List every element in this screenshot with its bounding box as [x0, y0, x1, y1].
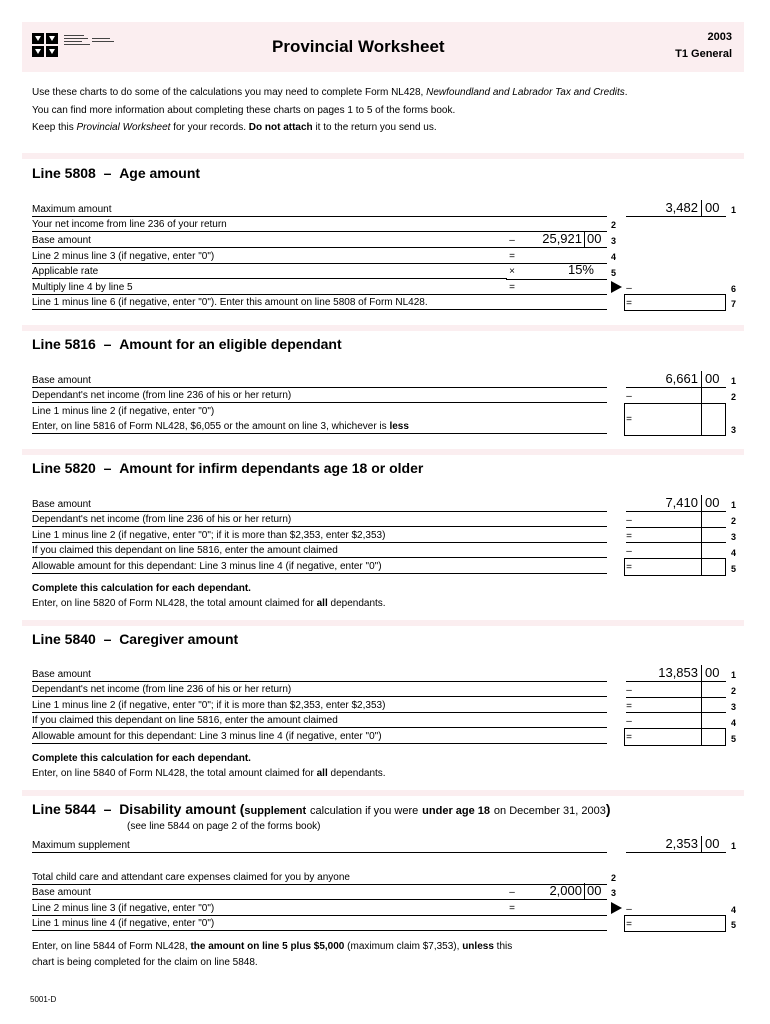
line-number: 2 — [731, 516, 737, 526]
row-5844-5: Line 1 minus line 4 (if negative, enter "0") — [32, 917, 607, 931]
equals-sign: = — [509, 282, 515, 293]
cents-5816-1: 00 — [705, 371, 720, 386]
row-5808-3: Base amount — [32, 234, 507, 248]
section-band — [22, 449, 744, 455]
section-band — [22, 790, 744, 796]
cents-5840-1: 00 — [705, 665, 720, 680]
row-5844-4: Line 2 minus line 3 (if negative, enter "0") — [32, 902, 507, 916]
row-5820-5: Allowable amount for this dependant: Line 3 minus line 4 (if negative, enter "0") — [32, 560, 607, 574]
canada-logo — [32, 33, 118, 61]
row-5840-2: Dependant's net income (from line 236 of his or her return) — [32, 683, 607, 697]
entry-line — [506, 915, 607, 916]
line-number: 1 — [731, 205, 737, 215]
amount-line — [626, 527, 726, 528]
row-5816-3b — [32, 420, 607, 434]
cents-5844-3: 00 — [587, 883, 602, 898]
cents-5808-3: 00 — [587, 231, 602, 246]
row-5820-1: Base amount — [32, 498, 607, 512]
minus-sign: – — [509, 887, 515, 898]
minus-sign: – — [626, 546, 632, 557]
line-number: 5 — [611, 268, 617, 278]
minus-sign: – — [509, 235, 515, 246]
row-5816-3a: Line 1 minus line 2 (if negative, enter "0") — [32, 406, 215, 417]
arrow-right-icon — [611, 281, 622, 293]
row-5808-7: Line 1 minus line 6 (if negative, enter "0"). Enter this amount on line 5808 of Form NL428. — [32, 296, 607, 310]
line-number: 6 — [731, 284, 737, 294]
result-box-5816[interactable] — [624, 403, 726, 436]
subline-5844: (see line 5844 on page 2 of the forms book) — [127, 821, 321, 832]
row-5844-2: Total child care and attendant care expenses claimed for you by anyone — [32, 871, 607, 885]
line-number: 2 — [731, 686, 737, 696]
line-number: 5 — [731, 734, 737, 744]
page-title: Provincial Worksheet — [272, 37, 445, 56]
section-band — [22, 620, 744, 626]
amount-line — [626, 681, 726, 682]
equals-sign: = — [626, 414, 632, 425]
cents-divider — [701, 403, 702, 436]
times-sign: × — [509, 266, 515, 277]
amount-5844-3: 2,000 — [549, 883, 582, 898]
cents-divider — [701, 371, 702, 388]
line-number: 1 — [731, 500, 737, 510]
arrow-right-icon — [611, 902, 622, 914]
line-number: 3 — [731, 532, 737, 542]
line-number: 4 — [731, 905, 737, 915]
row-text-bold: less — [389, 421, 409, 432]
amount-line — [626, 712, 726, 713]
cents-5820-1: 00 — [705, 495, 720, 510]
line-number: 3 — [731, 425, 737, 435]
form-code: 5001-D — [30, 995, 57, 1004]
line-number: 1 — [731, 841, 737, 851]
cents-divider — [701, 388, 702, 404]
line-number: 4 — [731, 548, 737, 558]
do-not-attach: Do not attach — [248, 122, 313, 133]
amount-line — [626, 697, 726, 698]
intro-text: Use these charts to do some of the calculations you may need to complete Form NL428, — [32, 87, 424, 98]
line-number: 2 — [611, 873, 617, 883]
entry-line — [506, 247, 607, 248]
row-5808-6: Multiply line 4 by line 5 — [32, 281, 507, 295]
intro-period: . — [624, 87, 628, 98]
equals-sign: = — [626, 732, 632, 743]
form-label: T1 General — [675, 48, 732, 60]
row-5816-1: Base amount — [32, 374, 607, 388]
equals-sign: = — [626, 919, 632, 930]
amount-5820-1: 7,410 — [665, 495, 698, 510]
line-number: 2 — [611, 220, 617, 230]
section-band — [22, 325, 744, 331]
line-number: 4 — [611, 252, 617, 262]
minus-sign: – — [626, 904, 632, 915]
amount-5840-1: 13,853 — [658, 665, 698, 680]
row-5808-4: Line 2 minus line 3 (if negative, enter "0") — [32, 250, 507, 264]
line-number: 7 — [731, 299, 737, 309]
row-5844-1: Maximum supplement — [32, 839, 607, 853]
row-5840-5: Allowable amount for this dependant: Line 3 minus line 4 (if negative, enter "0") — [32, 730, 607, 744]
line-number: 3 — [731, 702, 737, 712]
cents-5808-1: 00 — [705, 200, 720, 215]
line-number: 1 — [731, 376, 737, 386]
equals-sign: = — [509, 251, 515, 262]
row-5808-2: Your net income from line 236 of your return — [32, 218, 607, 232]
year-label: 2003 — [707, 31, 732, 43]
minus-sign: – — [626, 716, 632, 727]
entry-line — [506, 294, 607, 295]
note-5840-1: Complete this calculation for each dependant. — [32, 753, 251, 764]
equals-sign: = — [626, 562, 632, 573]
entry-line — [506, 279, 607, 280]
cents-divider — [701, 200, 702, 217]
minus-sign: – — [626, 283, 632, 294]
equals-sign: = — [626, 701, 632, 712]
row-5820-2: Dependant's net income (from line 236 of his or her return) — [32, 513, 607, 527]
section-band — [22, 153, 744, 159]
result-box-5844[interactable] — [624, 915, 726, 932]
amount-line — [626, 216, 726, 217]
row-5840-4: If you claimed this dependant on line 5816, enter the amount claimed — [32, 714, 607, 728]
row-5808-1: Maximum amount — [32, 203, 607, 217]
intro-text: for your records. — [173, 122, 246, 133]
row-5840-3: Line 1 minus line 2 (if negative, enter "0"; if it is more than $2,353, enter $2,353) — [32, 699, 607, 713]
line-number: 4 — [731, 718, 737, 728]
amount-line — [626, 542, 726, 543]
cents-divider — [584, 883, 585, 900]
row-5808-5: Applicable rate — [32, 265, 507, 279]
row-5820-4: If you claimed this dependant on line 5816, enter the amount claimed — [32, 544, 607, 558]
minus-sign: – — [626, 515, 632, 526]
intro-line-1 — [32, 87, 628, 99]
amount-line — [626, 852, 726, 853]
heading-5816: Line 5816 – Amount for an eligible dependant — [32, 336, 342, 352]
cents-divider — [701, 836, 702, 853]
entry-line — [506, 899, 607, 900]
amount-line — [626, 387, 726, 388]
heading-5844: Line 5844 – Disability amount (supplement calculation if you were under age 18 on December 31, 2003) — [32, 801, 611, 817]
equals-sign: = — [626, 531, 632, 542]
amount-5808-1: 3,482 — [665, 200, 698, 215]
note-5820-1: Complete this calculation for each dependant. — [32, 583, 251, 594]
amount-5808-3: 25,921 — [542, 231, 582, 246]
rate-5808-5: 15% — [567, 262, 594, 277]
intro-line-3 — [32, 122, 437, 134]
minus-sign: – — [626, 685, 632, 696]
line-number: 5 — [731, 564, 737, 574]
intro-text: Keep this — [32, 122, 74, 133]
heading-5820: Line 5820 – Amount for infirm dependants age 18 or older — [32, 460, 424, 476]
cents-5844-1: 00 — [705, 836, 720, 851]
line-number: 3 — [611, 236, 617, 246]
equals-sign: = — [626, 298, 632, 309]
line-number: 5 — [731, 920, 737, 930]
footnote-5844-2: chart is being completed for the claim on line 5848. — [32, 957, 258, 968]
result-box-5820[interactable] — [624, 558, 726, 576]
intro-text: it to the return you send us. — [315, 122, 437, 133]
note-5840-2: Enter, on line 5840 of Form NL428, the total amount claimed for all dependants. — [32, 768, 386, 779]
heading-5808: Line 5808 – Age amount — [32, 165, 201, 181]
row-text: Enter, on line 5816 of Form NL428, $6,055 or the amount on line 3, whichever is — [32, 421, 387, 432]
line-number: 3 — [611, 888, 617, 898]
row-5840-1: Base amount — [32, 668, 607, 682]
cents-divider — [584, 231, 585, 248]
line-number: 2 — [731, 392, 737, 402]
amount-5816-1: 6,661 — [665, 371, 698, 386]
line-number: 1 — [731, 670, 737, 680]
result-box-5840[interactable] — [624, 728, 726, 746]
worksheet-name: Provincial Worksheet — [76, 122, 171, 133]
amount-line — [626, 511, 726, 512]
row-5820-3: Line 1 minus line 2 (if negative, enter "0"; if it is more than $2,353, enter $2,353) — [32, 529, 607, 543]
canada-logo-icon — [32, 33, 118, 61]
heading-5840: Line 5840 – Caregiver amount — [32, 631, 239, 647]
note-5820-2: Enter, on line 5820 of Form NL428, the total amount claimed for all dependants. — [32, 598, 386, 609]
row-5816-2: Dependant's net income (from line 236 of his or her return) — [32, 389, 607, 403]
result-box-5808[interactable] — [624, 294, 726, 311]
footnote-5844-1: Enter, on line 5844 of Form NL428, the amount on line 5 plus $5,000 (maximum claim $7,353), unless this — [32, 941, 513, 952]
minus-sign: – — [626, 391, 632, 402]
intro-line-2: You can find more information about completing these charts on pages 1 to 5 of the forms book. — [32, 105, 456, 116]
form-name: Newfoundland and Labrador Tax and Credits — [426, 87, 625, 98]
equals-sign: = — [509, 903, 515, 914]
amount-5844-1: 2,353 — [665, 836, 698, 851]
row-5844-3: Base amount — [32, 886, 507, 900]
